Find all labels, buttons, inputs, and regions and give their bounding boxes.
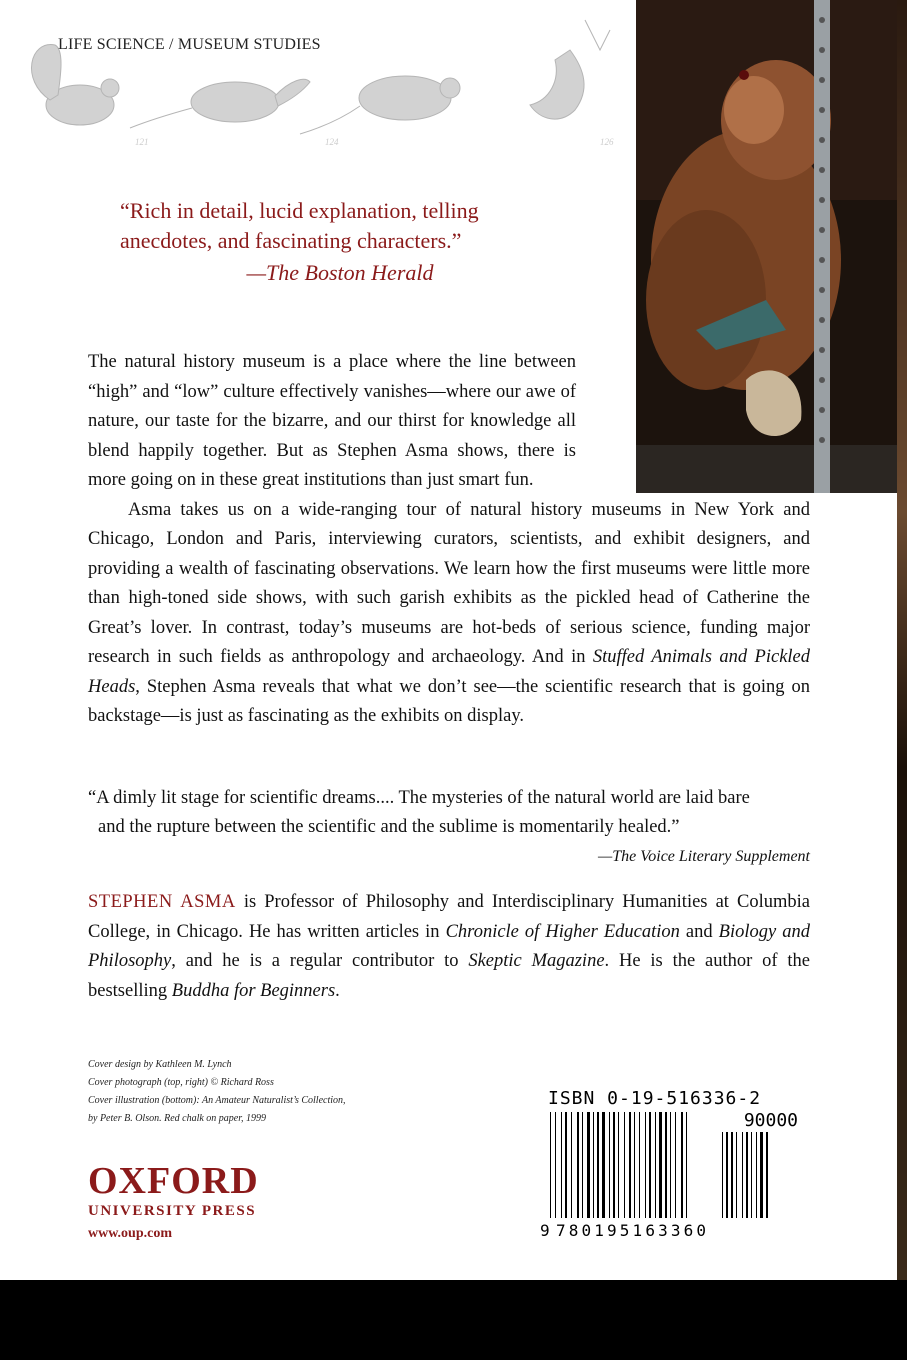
barcode-bar (582, 1112, 583, 1218)
publisher-name: OXFORD (88, 1160, 259, 1202)
animal-illustrations (10, 10, 630, 150)
barcode-bar (624, 1112, 625, 1218)
publisher-subtitle: UNIVERSITY PRESS (88, 1203, 257, 1219)
barcode-bar (629, 1112, 631, 1218)
barcode-addon-bar (760, 1132, 763, 1218)
barcode-bar (597, 1112, 599, 1218)
barcode-bar (645, 1112, 646, 1218)
review-quote-voice (88, 784, 810, 871)
author-name: STEPHEN ASMA (88, 892, 236, 912)
credit-line: Cover illustration (bottom): An Amateur Naturalist’s Collection, (88, 1095, 346, 1106)
credit-line: Cover photograph (top, right) © Richard Ross (88, 1077, 274, 1088)
barcode-bar (686, 1112, 687, 1218)
bio-text: , and he is a regular contributor to (171, 951, 469, 971)
description-text: Asma takes us on a wide-ranging tour of natural history museums in New York and Chicago, London and Paris, interviewing curators, scientists, and exhibit designers, and providing a wealth of fascinating observations. We learn how the first museums were little more than high-toned side shows, with such garish exhibits as the pickled head of Catherine the Great’s lover. In contrast, today’s museums are hot-beds of serious science, funding major research in such fields as anthropology and archaeology. And in (88, 499, 810, 667)
quote-text: “Rich in detail, lucid explanation, telling anecdotes, and fascinating characters.” (120, 198, 479, 253)
book-title: Stuffed Animals and Pickled Heads (88, 647, 811, 697)
barcode-addon-bar (751, 1132, 752, 1218)
publication-title: Buddha for Beginners (171, 980, 336, 1001)
barcode-bar (670, 1112, 671, 1218)
review-quote-boston-herald (120, 196, 560, 288)
barcode-bar (675, 1112, 676, 1218)
credit-line: by Peter B. Olson. Red chalk on paper, 1999 (88, 1113, 267, 1124)
barcode-bar (571, 1112, 572, 1218)
barcode-addon-bar (756, 1132, 757, 1218)
publication-title: Biology and Philosophy (88, 921, 810, 971)
barcode-bar (550, 1112, 551, 1218)
bio-text: . (335, 980, 340, 1001)
svg-text:124: 124 (325, 137, 339, 147)
author-bio (88, 888, 810, 1006)
barcode-bar (659, 1112, 662, 1218)
barcode-price: 90000 (743, 1110, 798, 1131)
quote-attribution: —The Boston Herald (246, 260, 434, 285)
barcode-ean-digits: 780195163360 (556, 1221, 706, 1240)
barcode-bar (593, 1112, 594, 1218)
barcode-addon-bar (722, 1132, 723, 1218)
barcode-bar (634, 1112, 635, 1218)
publisher-url: www.oup.com (88, 1226, 173, 1241)
credit-line: Cover design by Kathleen M. Lynch (88, 1059, 232, 1070)
barcode-bar (649, 1112, 651, 1218)
barcode-addon-bar (746, 1132, 748, 1218)
barcode-bar (602, 1112, 605, 1218)
quote-line-1: “A dimly lit stage for scientific dreams.... The mysteries of the natural world are laid bare (88, 788, 750, 808)
barcode-bar (681, 1112, 683, 1218)
bio-text: is Professor of Philosophy and Interdisciplinary Humanities at Columbia College, in Chicago. He has written articles in (88, 892, 810, 942)
barcode-bar (555, 1112, 556, 1218)
book-description (88, 348, 810, 732)
barcode-addon-bar (766, 1132, 768, 1218)
barcode-bar (618, 1112, 619, 1218)
barcode-bar (613, 1112, 615, 1218)
barcode (540, 1110, 800, 1240)
adjacent-cover-edge (897, 0, 907, 1280)
publication-title: Chronicle of Higher Education (445, 921, 680, 942)
barcode-bar (665, 1112, 667, 1218)
category-label: LIFE SCIENCE / MUSEUM STUDIES (58, 36, 321, 53)
description-paragraph-2 (88, 496, 810, 732)
barcode-bar (565, 1112, 567, 1218)
isbn-label: ISBN 0-19-516336-2 (548, 1088, 762, 1109)
barcode-bar (609, 1112, 610, 1218)
quote-line-2: and the rupture between the scientific and the sublime is momentarily healed.” (98, 817, 680, 837)
barcode-bar (577, 1112, 579, 1218)
bio-text: and (679, 921, 719, 942)
barcode-addon-bar (726, 1132, 728, 1218)
description-text: , Stephen Asma reveals that what we don’t see—the scientific research that is going on backstage—is just as fascinating as the exhibits on display. (88, 676, 810, 726)
barcode-bar (655, 1112, 656, 1218)
barcode-addon-bar (731, 1132, 733, 1218)
barcode-ean-prefix: 9 (540, 1221, 550, 1240)
svg-text:126: 126 (600, 137, 614, 147)
svg-text:121: 121 (135, 137, 149, 147)
barcode-bar (587, 1112, 590, 1218)
cover-credits (88, 1056, 388, 1128)
barcode-bar (639, 1112, 640, 1218)
bio-text: . He is the author of the bestselling (88, 951, 810, 1001)
publication-title: Skeptic Magazine (468, 951, 605, 971)
barcode-bar (561, 1112, 562, 1218)
publisher-logo (88, 1160, 259, 1248)
barcode-addon-bar (736, 1132, 737, 1218)
description-paragraph-1: The natural history museum is a place where the line between “high” and “low” culture effectively vanishes—where our awe of nature, our taste for the bizarre, and our thirst for knowledge all blend happily together. But as Stephen Asma shows, there is more going on in these great institutions than just smart fun. (88, 352, 576, 490)
quote-attribution: —The Voice Literary Supplement (598, 848, 810, 865)
barcode-addon-bar (742, 1132, 743, 1218)
